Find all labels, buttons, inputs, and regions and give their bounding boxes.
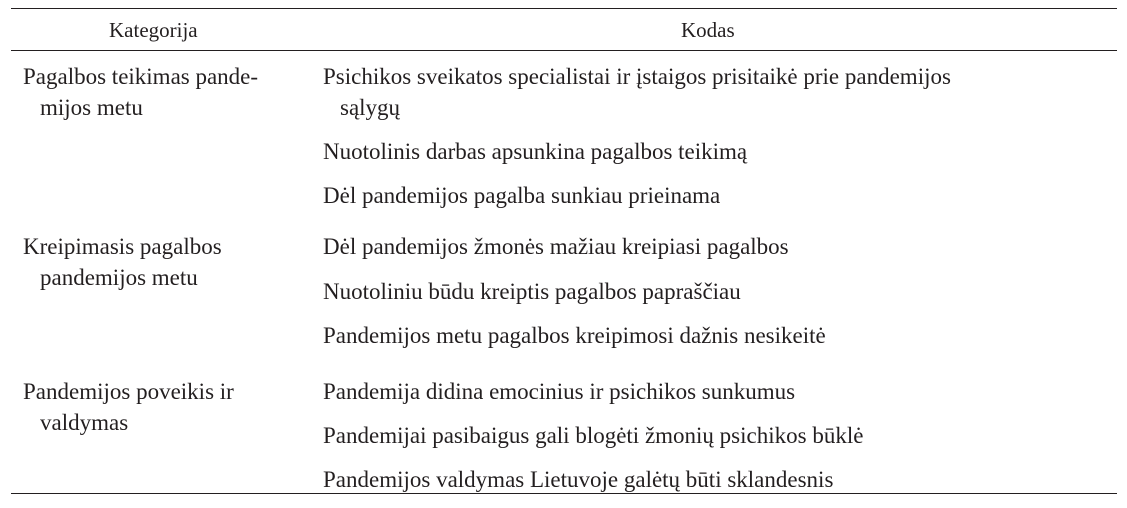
category-line: Pagalbos teikimas pande- <box>23 64 259 89</box>
code-line: Psichikos sveikatos specialistai ir įstaigos prisitaikė prie pandemijos <box>323 64 951 89</box>
category-cell <box>23 61 323 123</box>
code-cell: Pandemija didina emocinius ir psichikos sunkumus <box>323 379 796 404</box>
header-rule <box>11 50 1117 51</box>
category-line: Pandemijos poveikis ir <box>23 379 234 404</box>
header-code: Kodas <box>681 18 735 42</box>
category-line: mijos metu <box>40 95 143 120</box>
code-cell: Pandemijai pasibaigus gali blogėti žmonių psichikos būklė <box>323 423 864 448</box>
code-cell: Dėl pandemijos žmonės mažiau kreipiasi pagalbos <box>323 234 789 259</box>
code-cell <box>323 61 1103 123</box>
code-cell: Nuotoliniu būdu kreiptis pagalbos papraščiau <box>323 279 741 304</box>
code-cell: Nuotolinis darbas apsunkina pagalbos teikimą <box>323 139 748 164</box>
code-cell: Pandemijos valdymas Lietuvoje galėtų būti sklandesnis <box>323 467 834 492</box>
category-cell <box>23 231 323 293</box>
category-line: Kreipimasis pagalbos <box>23 234 222 259</box>
header-category: Kategorija <box>109 18 198 42</box>
code-cell: Dėl pandemijos pagalba sunkiau prieinama <box>323 183 721 208</box>
code-line: sąlygų <box>340 95 401 120</box>
category-line: pandemijos metu <box>40 265 198 290</box>
category-cell <box>23 376 323 438</box>
bottom-rule <box>11 493 1117 494</box>
code-cell: Pandemijos metu pagalbos kreipimosi dažnis nesikeitė <box>323 323 826 348</box>
top-rule <box>11 8 1117 9</box>
coding-table <box>11 0 1117 508</box>
category-line: valdymas <box>40 410 129 435</box>
